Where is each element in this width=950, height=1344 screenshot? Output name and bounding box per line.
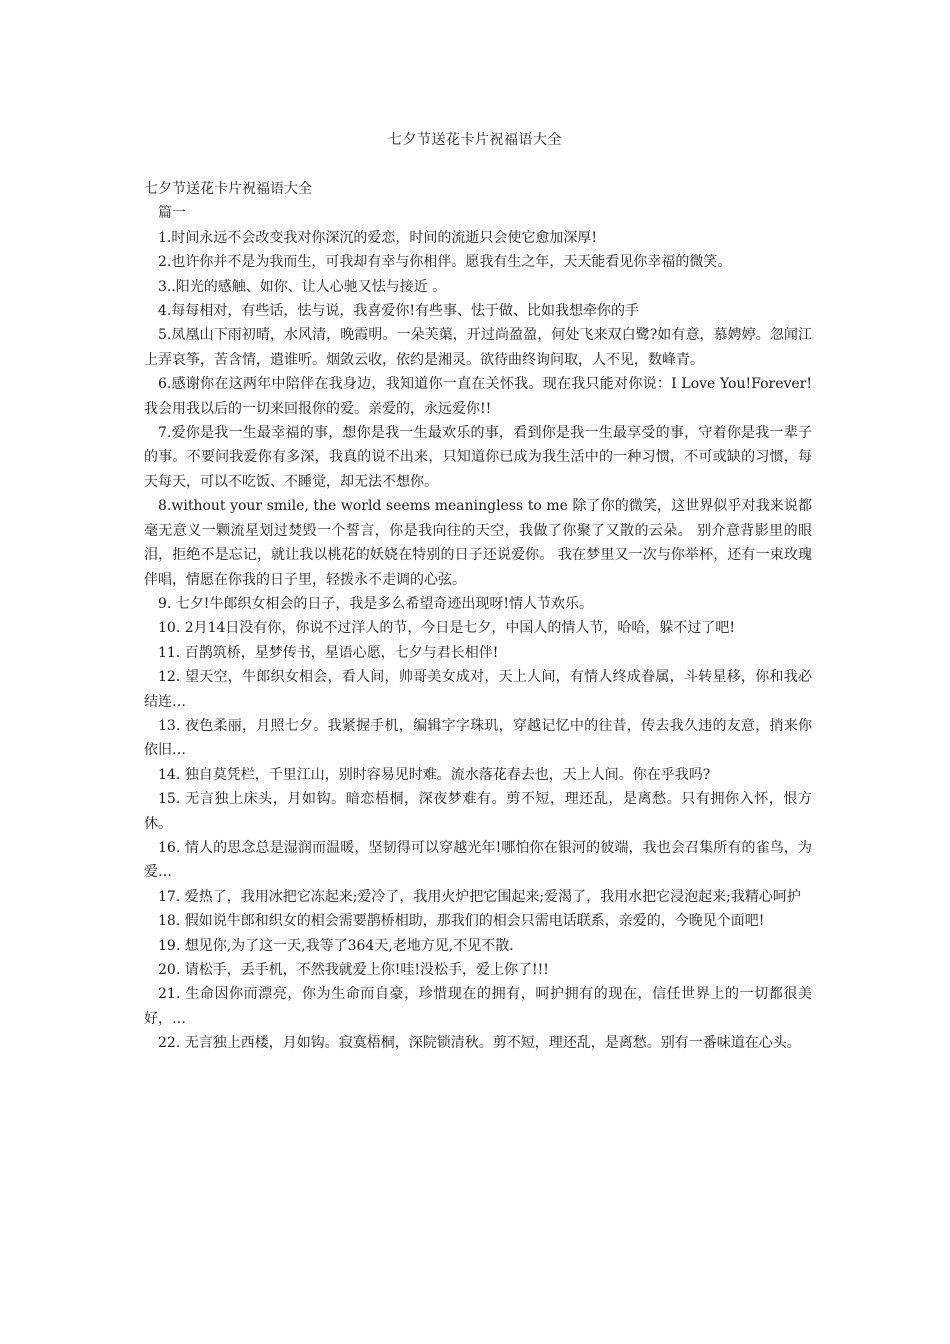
list-item: 12. 望天空，牛郎织女相会，看人间，帅哥美女成对，天上人间，有情人终成眷属，斗转星移，你和我必结连… [144,669,812,710]
section-label: 篇一 [158,205,186,222]
document-title: 七夕节送花卡片祝福语大全 [388,132,562,148]
list-item: 20. 请松手，丢手机，不然我就爱上你!哇!没松手，爱上你了!!! [158,962,549,978]
list-item: 8.without your smile, the world seems meaningless to me 除了你的微笑，这世界似乎对我来说都毫无意义一颗流星划过焚毁一个誓言，你是我向往的天空，我做了你聚了又散的云朵。 别介意背影里的眼泪，拒绝不是忘记，就让我以桃花的妖娆在特别的日子还说爱你。 我在梦里又一次与你举杯，还有一束玫瑰伴唱，情愿在你我的日子里，轻拨永不走调的心弦。 [144,498,812,588]
list-item: 13. 夜色柔丽，月照七夕。我紧握手机，编辑字字珠玑，穿越记忆中的往昔，传去我久违的友意，捎来你依旧… [144,717,812,759]
list-item: 16. 情人的思念总是湿润而温暖，坚韧得可以穿越光年!哪怕你在银河的彼端，我也会召集所有的雀鸟，为爱… [144,839,812,881]
list-item: 10. 2月14日没有你，你说不过洋人的节，今日是七夕，中国人的情人节，哈哈，躲不过了吧! [158,620,736,637]
list-item: 9. 七夕!牛郎织女相会的日子，我是多么希望奇迹出现呀!情人节欢乐。 [158,595,594,612]
list-item: 11. 百鹊筑桥，星梦传书，星语心愿，七夕与君长相伴! [158,644,499,661]
list-item: 17. 爱热了，我用冰把它冻起来;爱冷了，我用火炉把它围起来;爱渴了，我用水把它浸泡起来;我精心呵护 [158,888,801,905]
list-item: 7.爱你是我一生最幸福的事，想你是我一生最欢乐的事，看到你是我一生最享受的事，守着你是我一辈子的事。不要问我爱你有多深，我真的说不出来，只知道你已成为我生活中的一种习惯，不可或缺的习惯，每天每天，可以不吃饭、不睡觉，却无法不想你。 [144,425,812,490]
list-item: 2.也许你并不是为我而生，可我却有幸与你相伴。愿我有生之年，天天能看见你幸福的微笑。 [158,254,732,271]
list-item: 1.时间永远不会改变我对你深沉的爱恋，时间的流逝只会使它愈加深厚! [158,229,597,246]
document-heading: 七夕节送花卡片祝福语大全 [144,181,312,197]
list-item: 18. 假如说牛郎和织女的相会需要鹊桥相助，那我们的相会只需电话联系，亲爱的，今晚见个面吧! [158,913,765,930]
list-item: 3..阳光的感触、如你、让人心驰又怯与接近 。 [158,278,447,295]
list-item: 19. 想见你,为了这一天,我等了364天,老地方见,不见不散. [158,937,514,954]
list-item: 4.每每相对，有些话，怯与说，我喜爱你!有些事、怯于做、比如我想牵你的手 [158,303,639,320]
document-body [144,177,812,1056]
list-item: 22. 无言独上西楼，月如钩。寂寞梧桐，深院锁清秋。剪不短，理还乱，是离愁。别有一番味道在心头。 [158,1035,801,1052]
list-item: 6.感谢你在这两年中陪伴在我身边，我知道你一直在关怀我。现在我只能对你说：I Love You!Forever!我会用我以后的一切来回报你的爱。亲爱的，永远爱你!! [144,376,812,417]
list-item: 14. 独自莫凭栏，千里江山，别时容易见时难。流水落花春去也，天上人间。你在乎我吗? [158,766,711,783]
list-item: 21. 生命因你而漂亮，你为生命而自豪，珍惜现在的拥有，呵护拥有的现在，信任世界上的一切都很美好，… [144,986,812,1027]
list-item: 15. 无言独上床头，月如钩。暗恋梧桐，深夜梦难有。剪不短，理还乱，是离愁。只有拥你入怀，恨方休。 [144,791,812,832]
list-item: 5.凤凰山下雨初晴，水风清，晚霞明。一朵芙蕖，开过尚盈盈，何处飞来双白鹭?如有意，慕娉婷。忽闻江上弄哀筝，苦含情，遣谁听。烟敛云收，依约是湘灵。欲待曲终询问取，人不见，数峰青。 [144,327,812,368]
